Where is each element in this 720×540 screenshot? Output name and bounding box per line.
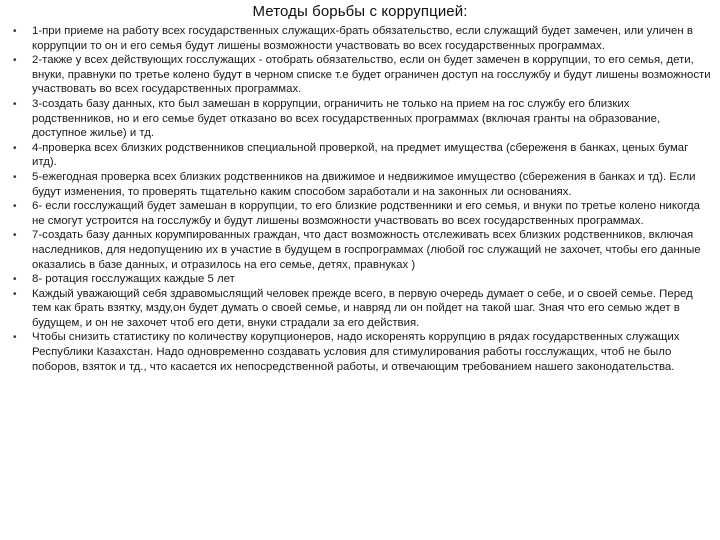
- list-item-text: 4-проверка всех близких родственников специальной проверкой, на предмет имущества (сбереженя в банках, ценых бумаг итд).: [32, 141, 689, 169]
- list-item: [12, 97, 712, 141]
- list-item-text: 8- ротация госслужащих каждые 5 лет: [32, 273, 235, 286]
- bullet-icon: •: [13, 288, 17, 300]
- bullet-icon: •: [13, 55, 17, 67]
- methods-list: [12, 24, 712, 374]
- list-item-text: 6- если госслужащий будет замешан в коррупции, то его близкие родственники и его семья, и внуки по третье колено никогда не смогут устроится на госслужбу и будут лишены возможности участвовать во всех государственных программах.: [32, 200, 700, 227]
- list-item: [12, 141, 712, 170]
- bullet-icon: •: [13, 332, 17, 344]
- list-item: [12, 24, 712, 53]
- list-item: [12, 199, 712, 228]
- bullet-icon: •: [13, 142, 17, 154]
- list-item: [12, 330, 712, 374]
- bullet-icon: •: [13, 274, 17, 286]
- list-item-text: 3-создать базу данных, кто был замешан в коррупции, ограничить не только на прием на гос службу его близких родственников, но и его семье будет отказано во всех государственных программах (включая гранты на образование, доступное жилье) и тд.: [32, 97, 661, 140]
- list-item-text: Чтобы снизить статистику по количеству корупционеров, надо искоренять коррупцию в рядах государственных служащих Республики Казахстан. Надо одновременно создавать условия для стимулирования работы госслужащих, чтоб не было поборов, взяток и тд., что касается их непосредственной работы, и отвечающим требованием нашего законодательства.: [32, 331, 680, 373]
- list-item-text: Каждый уважающий себя здравомыслящий человек прежде всего, в первую очередь думает о себе, и о своей семье. Перед тем как брать взятку, мзду,он будет думать о своей семье, и навряд ли он пойдет на такой шаг. Зная что его семью ждет в будущем, и он не захочет чтоб его дети, внуки страдали за его действия.: [32, 287, 693, 329]
- bullet-icon: •: [13, 26, 17, 37]
- list-item-text: 5-ежегодная проверка всех близких родственников на движимое и недвижимое имущество (сбережения в банках и тд). Если будут изменения, то проверять тщательно каким способом заработали и на законных ли основаниях.: [32, 170, 696, 198]
- list-item: [12, 287, 712, 331]
- list-item: [12, 272, 712, 287]
- bullet-icon: •: [13, 230, 17, 242]
- list-item-text: 7-создать базу данных корумпированных граждан, что даст возможность отслеживать всех близких родственников, включая наследников, для недопущению их в участие в будущем в госпрограммах (любой гос служащий не захочет, чтобы его данные оказались в базе данных, и отразилось на его семье, детях, правнуках ): [32, 229, 701, 271]
- bullet-icon: •: [13, 171, 17, 183]
- list-item-text: 2-также у всех действующих госслужащих - отобрать обязательство, если он будет замечен в коррупции, то его семья, дети, внуки, правнуки по третье колено будут в черном списке т.е будет ограничен доступ на госслужбу и будут лишены возможности участвовать во всех государственных программах.: [32, 54, 711, 96]
- bullet-icon: •: [13, 201, 17, 213]
- bullet-icon: •: [13, 98, 17, 110]
- list-item: [12, 170, 712, 199]
- list-item-text: 1-при приеме на работу всех государственных служащих-брать обязательство, если служащий будет замечен, или уличен в коррупции то он и его семья будут лишены возможности участвовать во всех государственных программах.: [32, 25, 693, 52]
- slide-title: Методы борьбы с коррупцией:: [252, 3, 468, 20]
- list-item: [12, 53, 712, 97]
- list-item: [12, 228, 712, 272]
